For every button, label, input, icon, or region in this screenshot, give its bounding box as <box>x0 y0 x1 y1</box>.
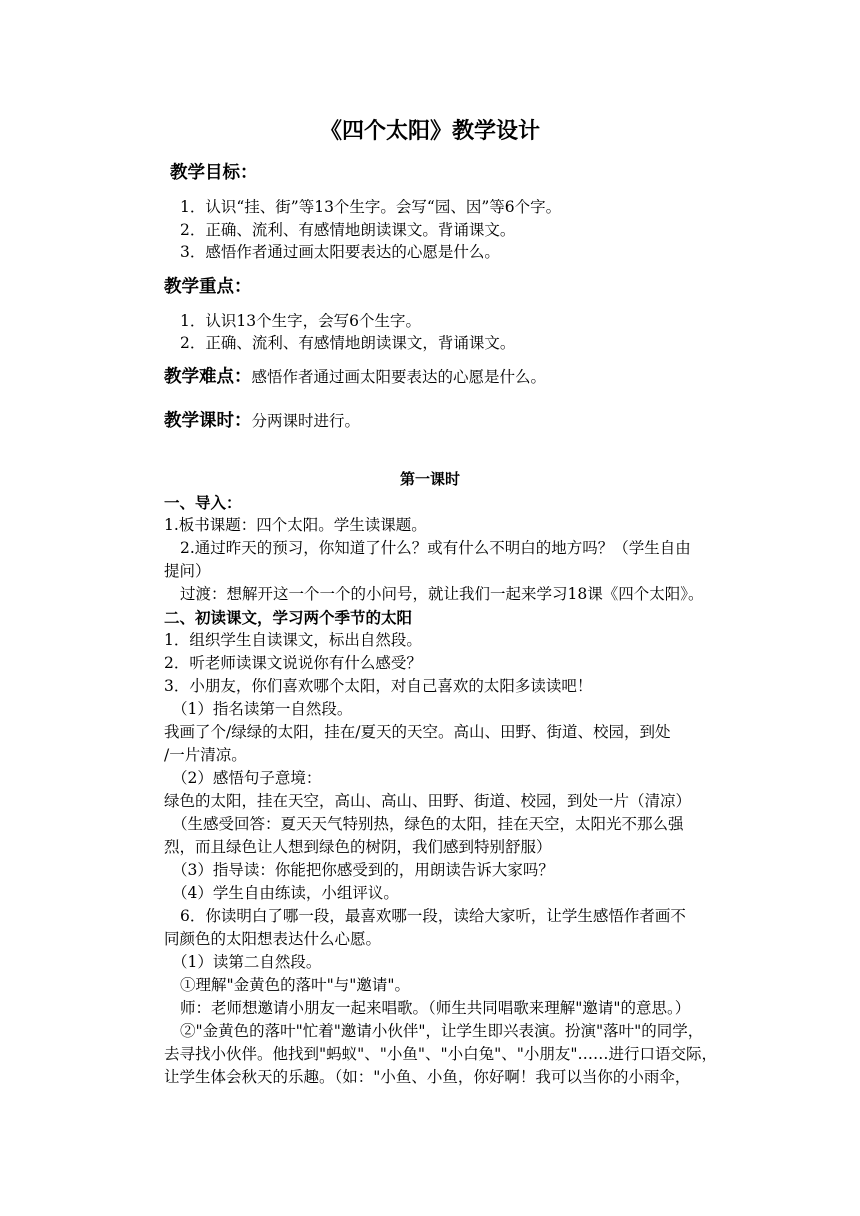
difficulty-heading: 教学难点： <box>164 367 252 387</box>
hours-text: 分两课时进行。 <box>251 412 361 430</box>
lesson-title: 第一课时 <box>399 470 460 488</box>
body-line: （4）学生自由练读，小组评议。 <box>172 884 399 902</box>
body-line: （1）读第二自然段。 <box>172 953 322 971</box>
section-heading: 一、导入： <box>164 493 242 512</box>
body-line: （2）感悟句子意境： <box>172 769 322 787</box>
body-line: （3）指导读：你能把你感受到的，用朗读告诉大家吗？ <box>172 861 554 879</box>
body-line: 过渡：想解开这一个一个的小问号，就让我们一起来学习18课《四个太阳》。 <box>180 585 704 603</box>
keypoint-item: 2．正确、流利、有感情地朗读课文，背诵课文。 <box>180 334 516 352</box>
body-line: 3．小朋友，你们喜欢哪个太阳，对自己喜欢的太阳多读读吧！ <box>164 677 593 695</box>
body-line: 同颜色的太阳想表达什么心愿。 <box>164 930 382 948</box>
keypoint-item: 1．认识13个生字，会写6个生字。 <box>180 312 421 330</box>
body-line: 1.板书课题：四个太阳。学生读课题。 <box>164 516 427 534</box>
body-line: 让学生体会秋天的乐趣。（如："小鱼、小鱼，你好啊！我可以当你的小雨伞， <box>164 1068 691 1086</box>
goal-item: 1．认识“挂、街”等13个生字。会写“园、因”等6个字。 <box>180 198 562 216</box>
body-line: ②"金黄色的落叶"忙着"邀请小伙伴"，让学生即兴表演。扮演"落叶"的同学， <box>180 1022 704 1040</box>
body-line: 1．组织学生自读课文，标出自然段。 <box>164 631 422 649</box>
keypoints-heading: 教学重点： <box>164 277 252 297</box>
body-line: （1）指名读第一自然段。 <box>172 700 353 718</box>
body-line: 2．听老师读课文说说你有什么感受？ <box>164 654 422 672</box>
body-line: 师：老师想邀请小朋友一起来唱歌。（师生共同唱歌来理解"邀请"的意思。） <box>180 999 691 1017</box>
body-line: 我画了个/绿绿的太阳，挂在/夏天的天空。高山、田野、街道、校园，到处 <box>164 723 671 741</box>
goal-item: 2．正确、流利、有感情地朗读课文。背诵课文。 <box>180 221 516 239</box>
hours-heading: 教学课时： <box>164 411 252 431</box>
body-line: 去寻找小伙伴。他找到"蚂蚁"、"小鱼"、"小白兔"、"小朋友"……进行口语交际， <box>164 1045 718 1063</box>
difficulty-row <box>164 366 764 389</box>
body-line: 烈，而且绿色让人想到绿色的树阴，我们感到特别舒服） <box>164 838 552 856</box>
body-line: 2.通过昨天的预习，你知道了什么？或有什么不明白的地方吗？（学生自由 <box>180 539 691 557</box>
body-line: 绿色的太阳，挂在天空，高山、高山、田野、街道、校园，到处一片（清凉） <box>164 792 692 810</box>
body-line: 提问） <box>164 562 211 580</box>
section-heading: 二、初读课文，学习两个季节的太阳 <box>164 608 413 627</box>
difficulty-text: 感悟作者通过画太阳要表达的心愿是什么。 <box>251 368 547 386</box>
body-line: 6．你读明白了哪一段，最喜欢哪一段，读给大家听，让学生感悟作者画不 <box>180 907 686 925</box>
body-line: /一片清凉。 <box>164 746 247 764</box>
body-line: （生感受回答：夏天天气特别热，绿色的太阳，挂在天空，太阳光不那么强 <box>172 815 684 833</box>
goal-item: 3．感悟作者通过画太阳要表达的心愿是什么。 <box>180 243 500 261</box>
hours-row <box>164 410 764 433</box>
body-line: ①理解"金黄色的落叶"与"邀请"。 <box>180 976 411 994</box>
goals-heading: 教学目标： <box>170 163 258 183</box>
document-title: 《四个太阳》教学设计 <box>319 118 540 144</box>
